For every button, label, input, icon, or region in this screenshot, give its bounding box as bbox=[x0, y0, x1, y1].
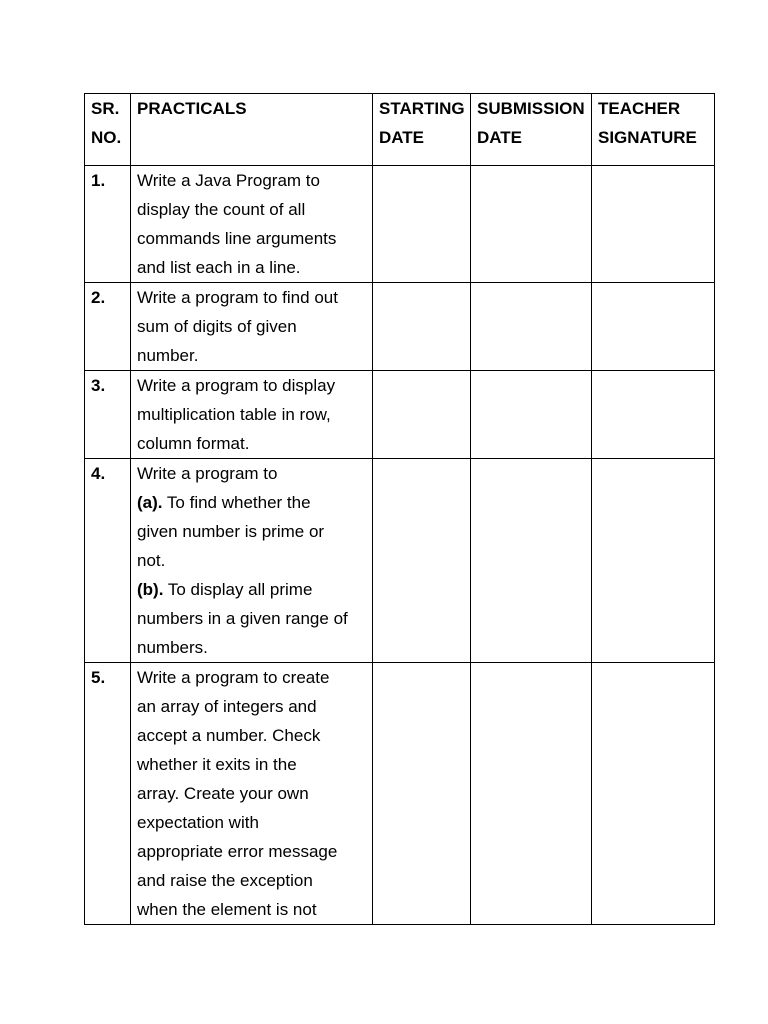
description-line: multiplication table in row, bbox=[137, 405, 331, 424]
practical-description bbox=[131, 283, 373, 371]
description-line: Write a Java Program to bbox=[137, 171, 320, 190]
submission-date-cell[interactable] bbox=[471, 371, 592, 459]
table-row bbox=[85, 663, 715, 925]
description-line: number. bbox=[137, 346, 199, 365]
header-teacher-line2: SIGNATURE bbox=[598, 128, 697, 147]
header-practicals bbox=[131, 94, 373, 166]
header-sr-no bbox=[85, 94, 131, 166]
header-sr-line1: SR. bbox=[91, 99, 120, 118]
description-line: Write a program to find out bbox=[137, 288, 338, 307]
header-submission-date bbox=[471, 94, 592, 166]
description-line bbox=[137, 488, 367, 517]
teacher-signature-cell[interactable] bbox=[592, 663, 715, 925]
header-starting-date bbox=[373, 94, 471, 166]
practical-description bbox=[131, 663, 373, 925]
sr-number: 2. bbox=[85, 283, 131, 371]
description-line: Write a program to display bbox=[137, 376, 336, 395]
starting-date-cell[interactable] bbox=[373, 663, 471, 925]
sr-number: 4. bbox=[85, 459, 131, 663]
practical-description bbox=[131, 459, 373, 663]
sr-number: 5. bbox=[85, 663, 131, 925]
sr-number: 3. bbox=[85, 371, 131, 459]
header-submission-line1: SUBMISSION bbox=[477, 99, 585, 118]
submission-date-cell[interactable] bbox=[471, 166, 592, 283]
description-line: Write a program to create bbox=[137, 668, 330, 687]
description-line: sum of digits of given bbox=[137, 317, 297, 336]
header-teacher-signature bbox=[592, 94, 715, 166]
description-line: whether it exits in the bbox=[137, 755, 297, 774]
part-a-text: To find whether the bbox=[162, 493, 311, 512]
header-starting-line2: DATE bbox=[379, 128, 425, 147]
practicals-table bbox=[84, 93, 715, 925]
starting-date-cell[interactable] bbox=[373, 371, 471, 459]
description-line: display the count of all bbox=[137, 200, 306, 219]
teacher-signature-cell[interactable] bbox=[592, 371, 715, 459]
description-line: Write a program to bbox=[137, 464, 278, 483]
description-line: appropriate error message bbox=[137, 842, 338, 861]
header-row bbox=[85, 94, 715, 166]
description-line: column format. bbox=[137, 434, 250, 453]
submission-date-cell[interactable] bbox=[471, 283, 592, 371]
part-a-label: (a). bbox=[137, 493, 163, 512]
header-starting-line1: STARTING bbox=[379, 99, 465, 118]
table-row bbox=[85, 166, 715, 283]
description-line: when the element is not bbox=[137, 900, 317, 919]
description-line: and list each in a line. bbox=[137, 258, 301, 277]
description-line: numbers. bbox=[137, 638, 208, 657]
description-line: commands line arguments bbox=[137, 229, 337, 248]
starting-date-cell[interactable] bbox=[373, 283, 471, 371]
header-submission-line2: DATE bbox=[477, 128, 523, 147]
description-line: array. Create your own bbox=[137, 784, 309, 803]
header-practicals-label: PRACTICALS bbox=[137, 99, 247, 118]
description-line: and raise the exception bbox=[137, 871, 313, 890]
description-line: not. bbox=[137, 551, 166, 570]
table-row bbox=[85, 283, 715, 371]
submission-date-cell[interactable] bbox=[471, 459, 592, 663]
description-line: an array of integers and bbox=[137, 697, 317, 716]
header-sr-line2: NO. bbox=[91, 128, 122, 147]
teacher-signature-cell[interactable] bbox=[592, 459, 715, 663]
teacher-signature-cell[interactable] bbox=[592, 283, 715, 371]
table-row bbox=[85, 371, 715, 459]
submission-date-cell[interactable] bbox=[471, 663, 592, 925]
teacher-signature-cell[interactable] bbox=[592, 166, 715, 283]
description-line bbox=[137, 575, 367, 604]
part-b-label: (b). bbox=[137, 580, 164, 599]
description-line: accept a number. Check bbox=[137, 726, 321, 745]
sr-number: 1. bbox=[85, 166, 131, 283]
part-b-text: To display all prime bbox=[163, 580, 313, 599]
description-line: numbers in a given range of bbox=[137, 609, 348, 628]
practical-description bbox=[131, 166, 373, 283]
table-row bbox=[85, 459, 715, 663]
header-teacher-line1: TEACHER bbox=[598, 99, 681, 118]
description-line: given number is prime or bbox=[137, 522, 325, 541]
starting-date-cell[interactable] bbox=[373, 459, 471, 663]
practical-description bbox=[131, 371, 373, 459]
starting-date-cell[interactable] bbox=[373, 166, 471, 283]
description-line: expectation with bbox=[137, 813, 259, 832]
